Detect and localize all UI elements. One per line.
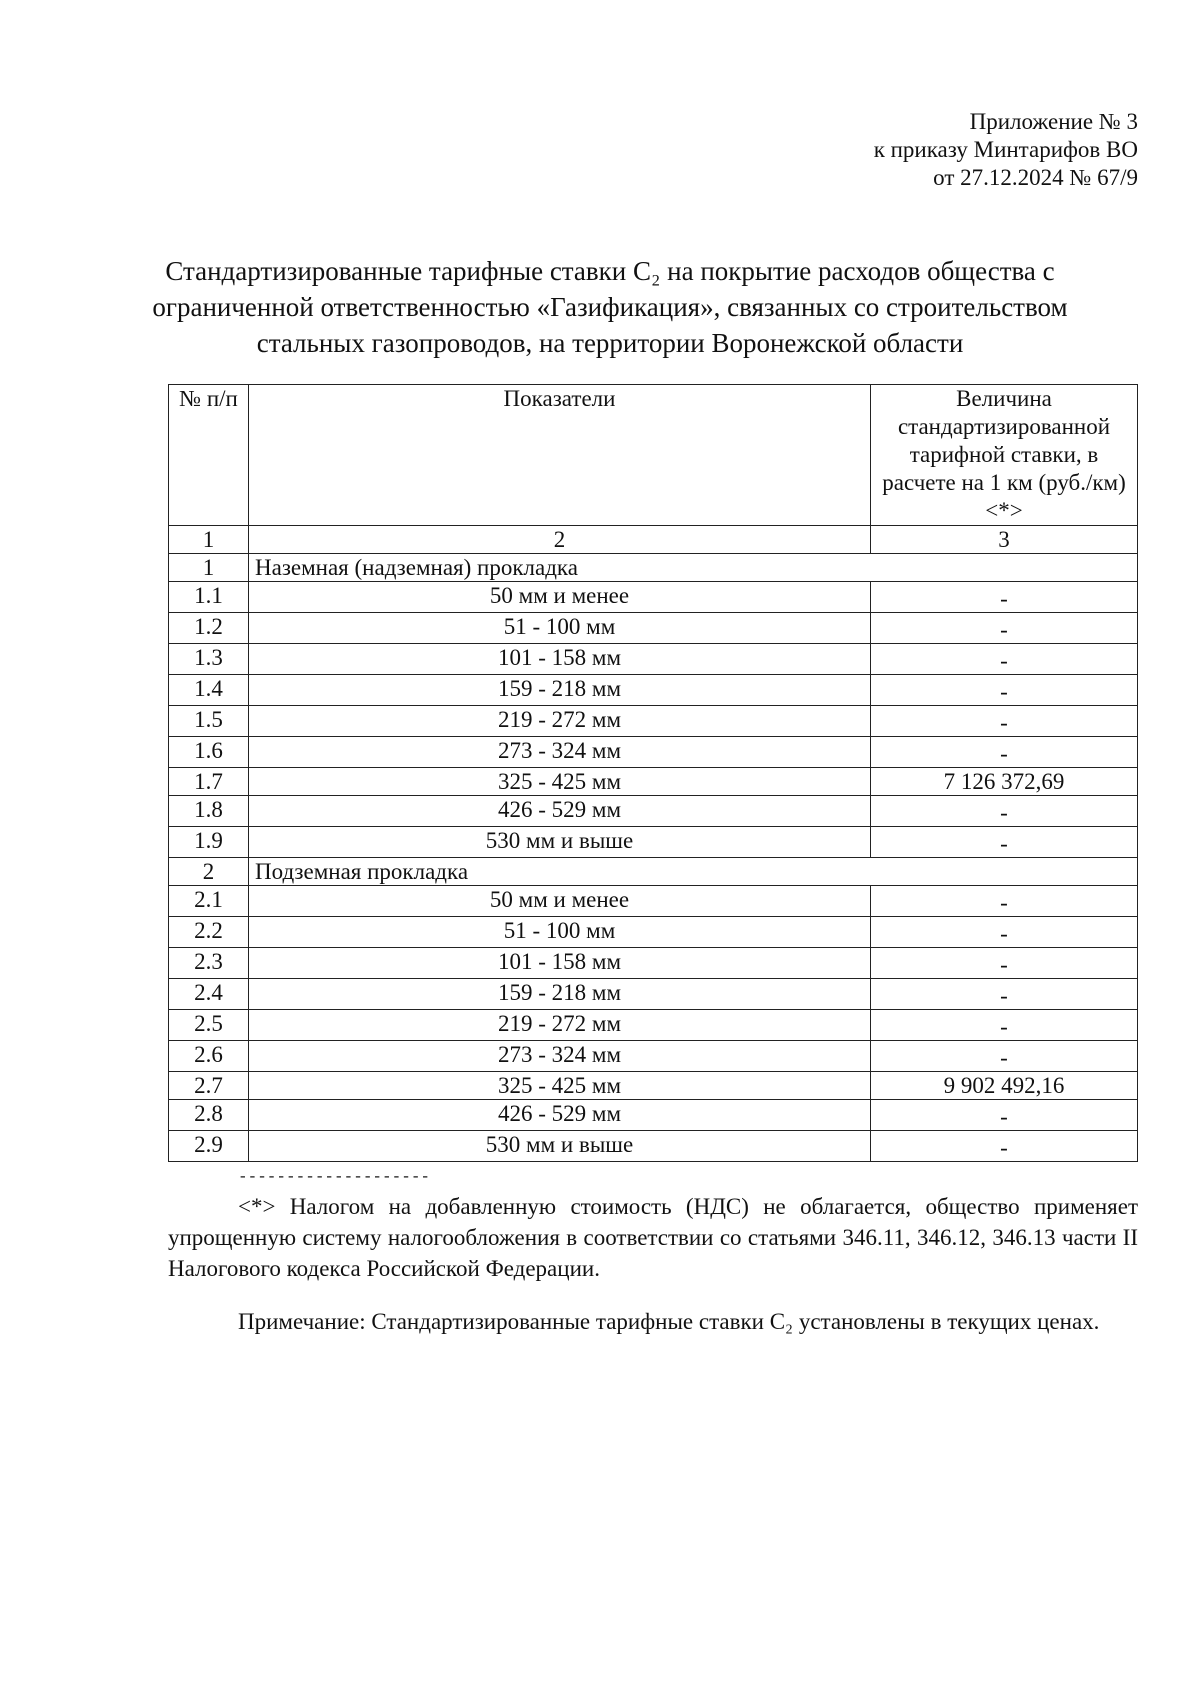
row-number: 2.5 bbox=[169, 1010, 249, 1041]
row-value bbox=[871, 948, 1138, 979]
row-value bbox=[871, 1131, 1138, 1162]
row-value-dash: - bbox=[1000, 586, 1008, 611]
row-value-dash: - bbox=[1000, 921, 1008, 946]
row-diameter: 325 - 425 мм bbox=[249, 768, 871, 796]
row-diameter: 219 - 272 мм bbox=[249, 706, 871, 737]
row-value-dash: - bbox=[1000, 648, 1008, 673]
table-row bbox=[169, 827, 1138, 858]
row-diameter: 51 - 100 мм bbox=[249, 613, 871, 644]
row-value-dash: - bbox=[1000, 952, 1008, 977]
row-diameter: 50 мм и менее bbox=[249, 582, 871, 613]
title-line: Стандартизированные тарифные ставки С₂ на покрытие расходов общества с bbox=[165, 256, 1055, 286]
row-value-dash: - bbox=[1000, 800, 1008, 825]
column-number: 1 bbox=[169, 526, 249, 554]
table-row bbox=[169, 1100, 1138, 1131]
table-section-row bbox=[169, 858, 1138, 886]
row-number: 2.7 bbox=[169, 1072, 249, 1100]
appendix-order-date: от 27.12.2024 № 67/9 bbox=[933, 165, 1138, 190]
table-row bbox=[169, 1010, 1138, 1041]
row-number: 1.3 bbox=[169, 644, 249, 675]
row-diameter: 273 - 324 мм bbox=[249, 737, 871, 768]
row-diameter: 273 - 324 мм bbox=[249, 1041, 871, 1072]
table-row bbox=[169, 675, 1138, 706]
row-value bbox=[871, 644, 1138, 675]
table-section-row bbox=[169, 554, 1138, 582]
table-row bbox=[169, 948, 1138, 979]
row-number: 1.1 bbox=[169, 582, 249, 613]
row-diameter: 426 - 529 мм bbox=[249, 796, 871, 827]
table-row bbox=[169, 768, 1138, 796]
column-number: 3 bbox=[871, 526, 1138, 554]
row-number: 1.8 bbox=[169, 796, 249, 827]
row-value-dash: - bbox=[1000, 1045, 1008, 1070]
row-value bbox=[871, 1041, 1138, 1072]
row-value bbox=[871, 1010, 1138, 1041]
row-number: 1.4 bbox=[169, 675, 249, 706]
row-number: 2.4 bbox=[169, 979, 249, 1010]
row-value-dash: - bbox=[1000, 617, 1008, 642]
row-number: 2.2 bbox=[169, 917, 249, 948]
footnote-text: <*> Налогом на добавленную стоимость (НДС) не облагается, общество применяет упрощенную систему налогообложения в соответствии со статьями 346.11, 346.12, 346.13 части II Налогового кодекса Российской Федерации. bbox=[168, 1194, 1138, 1281]
table-row bbox=[169, 796, 1138, 827]
header-value: Величина стандартизированной тарифной ставки, в расчете на 1 км (руб./км) <*> bbox=[871, 385, 1138, 526]
row-value-dash: - bbox=[1000, 1135, 1008, 1160]
row-value-dash: - bbox=[1000, 1104, 1008, 1129]
row-value bbox=[871, 613, 1138, 644]
row-number: 2.8 bbox=[169, 1100, 249, 1131]
row-value-dash: - bbox=[1000, 679, 1008, 704]
row-value bbox=[871, 1100, 1138, 1131]
row-number: 1.2 bbox=[169, 613, 249, 644]
title-line: ограниченной ответственностью «Газификация», связанных со строительством bbox=[152, 292, 1068, 322]
appendix-order-ref: к приказу Минтарифов ВО bbox=[873, 137, 1138, 162]
table-row bbox=[169, 613, 1138, 644]
row-diameter: 101 - 158 мм bbox=[249, 948, 871, 979]
row-number: 1.9 bbox=[169, 827, 249, 858]
row-value bbox=[871, 737, 1138, 768]
row-number: 1.6 bbox=[169, 737, 249, 768]
row-diameter: 530 мм и выше bbox=[249, 827, 871, 858]
row-value bbox=[871, 675, 1138, 706]
row-value-dash: - bbox=[1000, 890, 1008, 915]
row-value bbox=[871, 582, 1138, 613]
row-number: 2.3 bbox=[169, 948, 249, 979]
row-value-dash: - bbox=[1000, 741, 1008, 766]
section-number: 1 bbox=[169, 554, 249, 582]
row-value: 9 902 492,16 bbox=[871, 1072, 1138, 1100]
row-value bbox=[871, 917, 1138, 948]
row-value bbox=[871, 979, 1138, 1010]
row-diameter: 159 - 218 мм bbox=[249, 675, 871, 706]
row-value bbox=[871, 796, 1138, 827]
row-diameter: 51 - 100 мм bbox=[249, 917, 871, 948]
table-row bbox=[169, 644, 1138, 675]
row-diameter: 159 - 218 мм bbox=[249, 979, 871, 1010]
row-diameter: 219 - 272 мм bbox=[249, 1010, 871, 1041]
row-diameter: 426 - 529 мм bbox=[249, 1100, 871, 1131]
section-number: 2 bbox=[169, 858, 249, 886]
row-number: 1.7 bbox=[169, 768, 249, 796]
table-row bbox=[169, 1072, 1138, 1100]
row-diameter: 101 - 158 мм bbox=[249, 644, 871, 675]
appendix-header bbox=[874, 108, 1138, 192]
table-row bbox=[169, 1131, 1138, 1162]
table-header-row bbox=[169, 385, 1138, 526]
row-diameter: 530 мм и выше bbox=[249, 1131, 871, 1162]
section-title: Подземная прокладка bbox=[249, 858, 1138, 886]
row-number: 2.1 bbox=[169, 886, 249, 917]
row-number: 1.5 bbox=[169, 706, 249, 737]
column-number: 2 bbox=[249, 526, 871, 554]
table-row bbox=[169, 582, 1138, 613]
row-value-dash: - bbox=[1000, 1014, 1008, 1039]
title-line: стальных газопроводов, на территории Воронежской области bbox=[256, 328, 964, 358]
row-value bbox=[871, 706, 1138, 737]
document-title bbox=[150, 253, 1070, 361]
row-value-dash: - bbox=[1000, 831, 1008, 856]
row-diameter: 325 - 425 мм bbox=[249, 1072, 871, 1100]
table-row bbox=[169, 917, 1138, 948]
column-numbers-row bbox=[169, 526, 1138, 554]
row-diameter: 50 мм и менее bbox=[249, 886, 871, 917]
row-value-dash: - bbox=[1000, 983, 1008, 1008]
table-row bbox=[169, 886, 1138, 917]
row-value bbox=[871, 827, 1138, 858]
footnote-rule: -------------------- bbox=[238, 1168, 431, 1186]
table-row bbox=[169, 737, 1138, 768]
table-row bbox=[169, 706, 1138, 737]
row-value-dash: - bbox=[1000, 710, 1008, 735]
table-row bbox=[169, 979, 1138, 1010]
row-number: 2.6 bbox=[169, 1041, 249, 1072]
appendix-number: Приложение № 3 bbox=[969, 109, 1138, 134]
row-value bbox=[871, 886, 1138, 917]
rates-table bbox=[168, 384, 1138, 1162]
table-row bbox=[169, 1041, 1138, 1072]
header-indicator: Показатели bbox=[249, 385, 871, 526]
row-number: 2.9 bbox=[169, 1131, 249, 1162]
row-value: 7 126 372,69 bbox=[871, 768, 1138, 796]
note-text: Примечание: Стандартизированные тарифные ставки С₂ установлены в текущих ценах. bbox=[238, 1309, 1100, 1334]
header-num: № п/п bbox=[169, 385, 249, 526]
section-title: Наземная (надземная) прокладка bbox=[249, 554, 1138, 582]
